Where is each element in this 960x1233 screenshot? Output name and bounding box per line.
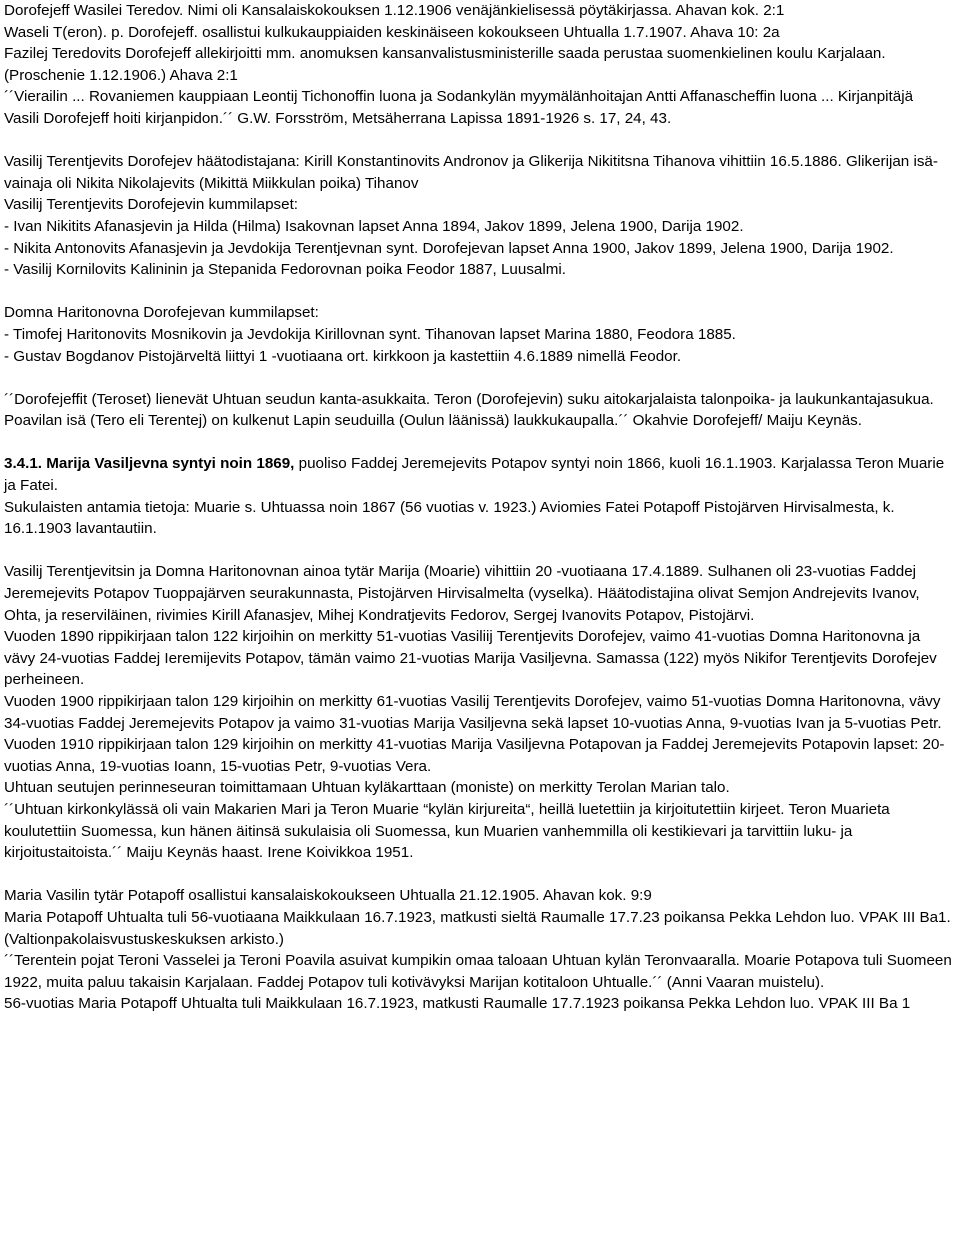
paragraph-kylakartta: Uhtuan seutujen perinneseuran toimittamaan Uhtuan kyläkarttaan (moniste) on merkitty Terolan Marian talo. <box>4 779 730 797</box>
list-item-kummilapsi: - Gustav Bogdanov Pistojärveltä liittyi 1 -vuotiaana ort. kirkkoon ja kastettiin 4.6.1889 nimellä Feodor. <box>4 347 682 365</box>
spacer <box>4 864 952 886</box>
paragraph-haatodistaja: Vasilij Terentjevits Dorofejev häätodistajana: Kirill Konstantinovits Andronov ja Glikerija Nikititsna Tihanova vihittiin 16.5.1886. Glikerijan isä-vainaja oli Nikita Nikolajevits (Mikittä Miikkulan poika) Tihanov <box>4 153 938 192</box>
paragraph-sukulaisten-tietoja: Sukulaisten antamia tietoja: Muarie s. Uhtuassa noin 1867 (56 vuotias v. 1923.) Aviomies Fatei Potapoff Pistojärven Hirvisalmesta, k. 16.1.1903 lavantautiin. <box>4 498 895 538</box>
heading-kummilapset-domna: Domna Haritonovna Dorofejevan kummilapset: <box>4 304 319 322</box>
list-item-kummilapsi: - Nikita Antonovits Afanasjevin ja Jevdokija Terentjevnan synt. Dorofejevan lapset Anna 1900, Jakov 1899, Jelena 1900, Darija 1902. <box>4 239 894 257</box>
spacer <box>4 130 952 152</box>
paragraph-rippikirja-1910: Vuoden 1910 rippikirjaan talon 129 kirjoihin on merkitty 41-vuotias Marija Vasiljevna Potapovan ja Faddej Jeremejevits Potapovin lapset: 20-vuotias Anna, 19-vuotias Ioann, 15-vuotias Petr, 9-vuotias Vera. <box>4 736 945 775</box>
list-item-kummilapsi: - Ivan Nikitits Afanasjevin ja Hilda (Hilma) Isakovnan lapset Anna 1894, Jakov 1899, Jelena 1900, Darija 1902. <box>4 217 744 235</box>
spacer <box>4 281 952 303</box>
paragraph-marija-section <box>4 453 952 496</box>
paragraph-maikkula-1923: Maria Potapoff Uhtualta tuli 56-vuotiaana Maikkulaan 16.7.1923, matkusti sieltä Raumalle 17.7.23 poikansa Pekka Lehdon luo. VPAK III Ba1. (Valtionpakolaisvustuskeskuksen arkisto.) <box>4 908 951 948</box>
paragraph-kansalaiskokous: Dorofejeff Wasilei Teredov. Nimi oli Kansalaiskokouksen 1.12.1906 venäjänkielisessä pöytäkirjassa. Ahavan kok. 2:1 <box>4 2 785 19</box>
heading-kummilapset-vasilij: Vasilij Terentjevits Dorofejevin kummilapset: <box>4 196 299 214</box>
paragraph-kylan-kirjurit-quote: ´´Uhtuan kirkonkylässä oli vain Makarien Mari ja Teron Muarie “kylän kirjureita“, heillä luetettiin ja kirjoitutettiin kirjeet. Teron Muarieta koulutettiin Suomessa, kun hänen äitinsä sukulaisia oli Suomessa, kun Muarien vanhemmilla oli kestikievari ja tarvittiin luku- ja kirjoitustaitoista.´´ Maiju Keynäs haast. Irene Koivikkoa 1951. <box>4 800 890 862</box>
spacer <box>4 367 952 389</box>
list-item-kummilapsi: - Timofej Haritonovits Mosnikovin ja Jevdokija Kirillovnan synt. Tihanovan lapset Marina 1880, Feodora 1885. <box>4 325 736 343</box>
paragraph-teronvaara-quote: ´´Terentein pojat Teroni Vasselei ja Teroni Poavila asuivat kumpikin omaa taloaan Uhtuan kylän Teronvaaralla. Moarie Potapova tuli Suomeen 1922, muita paluu takaisin Karjalaan. Faddej Potapov tuli kotivävyksi Marijan kotitaloon Uhtualle.´´ (Anni Vaaran muistelu). <box>4 952 952 991</box>
paragraph-teroset-quote: ´´Dorofejeffit (Teroset) lienevät Uhtuan seudun kanta-asukkaita. Teron (Dorofejevin) suku aitokarjalaista talonpoika- ja laukunkantajasukua. Poavilan isä (Tero eli Terentej) on kulkenut Lapin seuduilla (Oulun läänissä) laukkukaupalla.´´ Okahvie Dorofejeff/ Maiju Keynäs. <box>4 390 934 430</box>
paragraph-forsstrom-quote: ´´Vierailin ... Rovaniemen kauppiaan Leontij Tichonoffin luona ja Sodankylän myymälänhoitajan Antti Affanascheffin luona ... Kirjanpitäjä Vasili Dorofejeff hoiti kirjanpidon.´´ G.W. Forsström, Metsäherrana Lapissa 1891-1926 s. 17, 24, 43. <box>4 88 914 127</box>
spacer <box>4 540 952 562</box>
paragraph-rippikirja-1890: Vuoden 1890 rippikirjaan talon 122 kirjoihin on merkitty 51-vuotias Vasiliij Terentjevits Dorofejev, vaimo 41-vuotias Domna Haritonovna ja vävy 24-vuotias Faddej Ieremijevits Potapov, tämän vaimo 21-vuotias Marija Vasiljevna. Samassa (122) myös Nikifor Terentjevits Dorofejev perheineen. <box>4 628 937 689</box>
paragraph-kulkukauppiaat: Waseli T(eron). p. Dorofejeff. osallistui kulkukauppiaiden keskinäiseen kokoukseen Uhtualla 1.7.1907. Ahava 10: 2a <box>4 23 780 41</box>
paragraph-anomus: Fazilej Teredovits Dorofejeff allekirjoitti mm. anomuksen kansanvalistusministerille saada perustaa suomenkielinen koulu Karjalaan. (Proschenie 1.12.1906.) Ahava 2:1 <box>4 45 886 84</box>
paragraph-kansalaiskokous-1905: Maria Vasilin tytär Potapoff osallistui kansalaiskokoukseen Uhtualla 21.12.1905. Ahavan kok. 9:9 <box>4 887 652 905</box>
paragraph-vihkiminen: Vasilij Terentjevitsin ja Domna Haritonovnan ainoa tytär Marija (Moarie) vihittiin 20 -vuotiaana 17.4.1889. Sulhanen oli 23-vuotias Faddej Jeremejevits Potapov Tuoppajärven seurakunnasta, Pistojärven Hirvisalmelta (vyselka). Häätodistajina olivat Semjon Andrejevits Ivanov, Ohta, ja reserviläinen, rivimies Kirill Afanasjev, Mihej Kondratjevits Fedorov, Sergej Ivanovits Potapov, Pistojärvi. <box>4 563 920 624</box>
spacer <box>4 432 952 454</box>
list-item-kummilapsi: - Vasilij Kornilovits Kalininin ja Stepanida Fedorovnan poika Feodor 1887, Luusalmi. <box>4 261 566 279</box>
paragraph-raumalle-1923: 56-vuotias Maria Potapoff Uhtualta tuli Maikkulaan 16.7.1923, matkusti Raumalle 17.7.1923 poikansa Pekka Lehdon luo. VPAK III Ba 1 <box>4 995 911 1013</box>
section-heading-marija: 3.4.1. Marija Vasiljevna syntyi noin 1869, <box>4 455 295 473</box>
paragraph-rippikirja-1900: Vuoden 1900 rippikirjaan talon 129 kirjoihin on merkitty 61-vuotias Vasilij Terentjevits Dorofejev, vaimo 51-vuotias Domna Haritonovna, vävy 34-vuotias Faddej Jeremejevits Potapov ja vaimo 31-vuotias Marija Vasiljevna sekä lapset 10-vuotias Anna, 9-vuotias Ivan ja 5-vuotias Petr. <box>4 693 942 732</box>
section-heading-marija-rest: puoliso Faddej Jeremejevits Potapov syntyi noin 1866, kuoli 16.1.1903. Karjalassa Teron Muarie ja Fatei. <box>4 455 945 495</box>
